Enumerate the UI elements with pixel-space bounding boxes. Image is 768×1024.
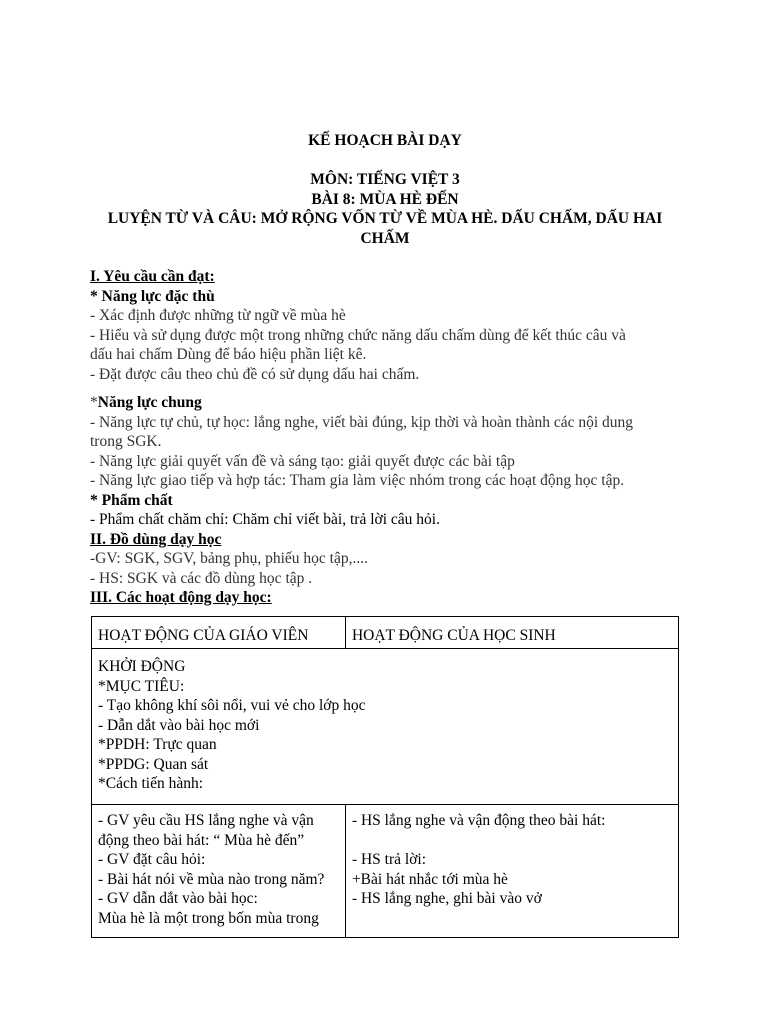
spacer [352,831,672,851]
section1-heading: I. Yêu cầu cần đạt: [90,268,215,285]
warmup-line: - Tạo không khí sôi nổi, vui vẻ cho lớp học [98,697,366,714]
specific-item: dấu hai chấm Dùng để báo hiệu phần liệt kê. [90,346,367,363]
warmup-line: *PPDG: Quan sát [98,755,209,773]
general-heading-text: Năng lực chung [97,394,202,411]
specific-item: - Hiểu và sử dụng được một trong những chức năng dấu chấm dùng để kết thúc câu và [90,326,626,344]
subject-line: MÔN: TIẾNG VIỆT 3 [310,171,460,188]
general-item: trong SGK. [90,433,162,450]
document-body [90,267,690,608]
lesson-line: BÀI 8: MÙA HÈ ĐẾN [311,190,459,208]
table-row [92,805,679,938]
spacer [80,151,690,171]
warmup-line: *Cách tiến hành: [98,775,204,792]
teacher-line: động theo bài hát: “ Mùa hè đến” [98,831,305,849]
specific-competence-heading: * Năng lực đặc thù [90,287,215,305]
quality-item: - Phẩm chất chăm chỉ: Chăm chỉ viết bài, trả lời câu hỏi. [90,511,440,528]
materials-item: - HS: SGK và các đồ dùng học tập . [90,569,313,587]
student-line: - HS lắng nghe, ghi bài vào vở [351,890,542,907]
general-heading-prefix: * [90,394,98,411]
teacher-line: Mùa hè là một trong bốn mùa trong [98,909,319,927]
warmup-line: KHỞI ĐỘNG [98,658,186,675]
warmup-cell [92,649,679,805]
table-header-row [92,617,679,649]
table-row [92,649,679,805]
spacer [90,384,690,393]
teacher-line: - GV dẫn dắt vào bài học: [98,890,258,907]
document-title: KẾ HOẠCH BÀI DẠY [308,132,462,149]
student-line: - HS trả lời: [351,851,427,868]
general-item: - Năng lực tự chủ, tự học: lắng nghe, viết bài đúng, kịp thời và hoàn thành các nội dung [90,413,634,431]
specific-item: - Đặt được câu theo chủ đề có sử dụng dấu hai chấm. [90,365,420,383]
teacher-line: - Bài hát nói về mùa nào trong năm? [98,870,325,888]
student-line: +Bài hát nhắc tới mùa hè [351,870,508,888]
quality-heading: * Phẩm chất [90,491,173,509]
section3-heading: III. Các hoạt động dạy học: [90,589,272,606]
warmup-line: *MỤC TIÊU: [98,677,185,695]
teacher-line: - GV đặt câu hỏi: [98,851,206,868]
general-competence-heading [90,393,690,413]
general-item: - Năng lực giải quyết vấn đề và sáng tạo: giải quyết được các bài tập [90,452,515,470]
topic-line-1: LUYỆN TỪ VÀ CÂU: MỞ RỘNG VỐN TỪ VỀ MÙA HÈ. DẤU CHẤM, DẤU HAI [107,210,663,227]
teacher-line: - GV yêu cầu HS lắng nghe và vận [98,812,314,829]
teacher-column-header: HOẠT ĐỘNG CỦA GIÁO VIÊN [92,617,346,649]
student-column-header: HOẠT ĐỘNG CỦA HỌC SINH [345,617,678,649]
warmup-line: *PPDH: Trực quan [98,736,217,753]
specific-item: - Xác định được những từ ngữ về mùa hè [90,307,346,324]
topic-line-2: CHẤM [360,229,410,247]
section2-heading: II. Đồ dùng dạy học [90,530,222,548]
activity-table [91,616,679,938]
general-item: - Năng lực giao tiếp và hợp tác: Tham gia làm việc nhóm trong các hoạt động học tập. [90,472,625,489]
student-activity-cell [345,805,678,938]
student-line: - HS lắng nghe và vận động theo bài hát: [351,812,606,829]
teacher-activity-cell [92,805,346,938]
document-header [80,131,690,248]
materials-item: -GV: SGK, SGV, bảng phụ, phiếu học tập,.... [90,550,368,567]
warmup-line: - Dẫn dắt vào bài học mới [98,716,260,734]
